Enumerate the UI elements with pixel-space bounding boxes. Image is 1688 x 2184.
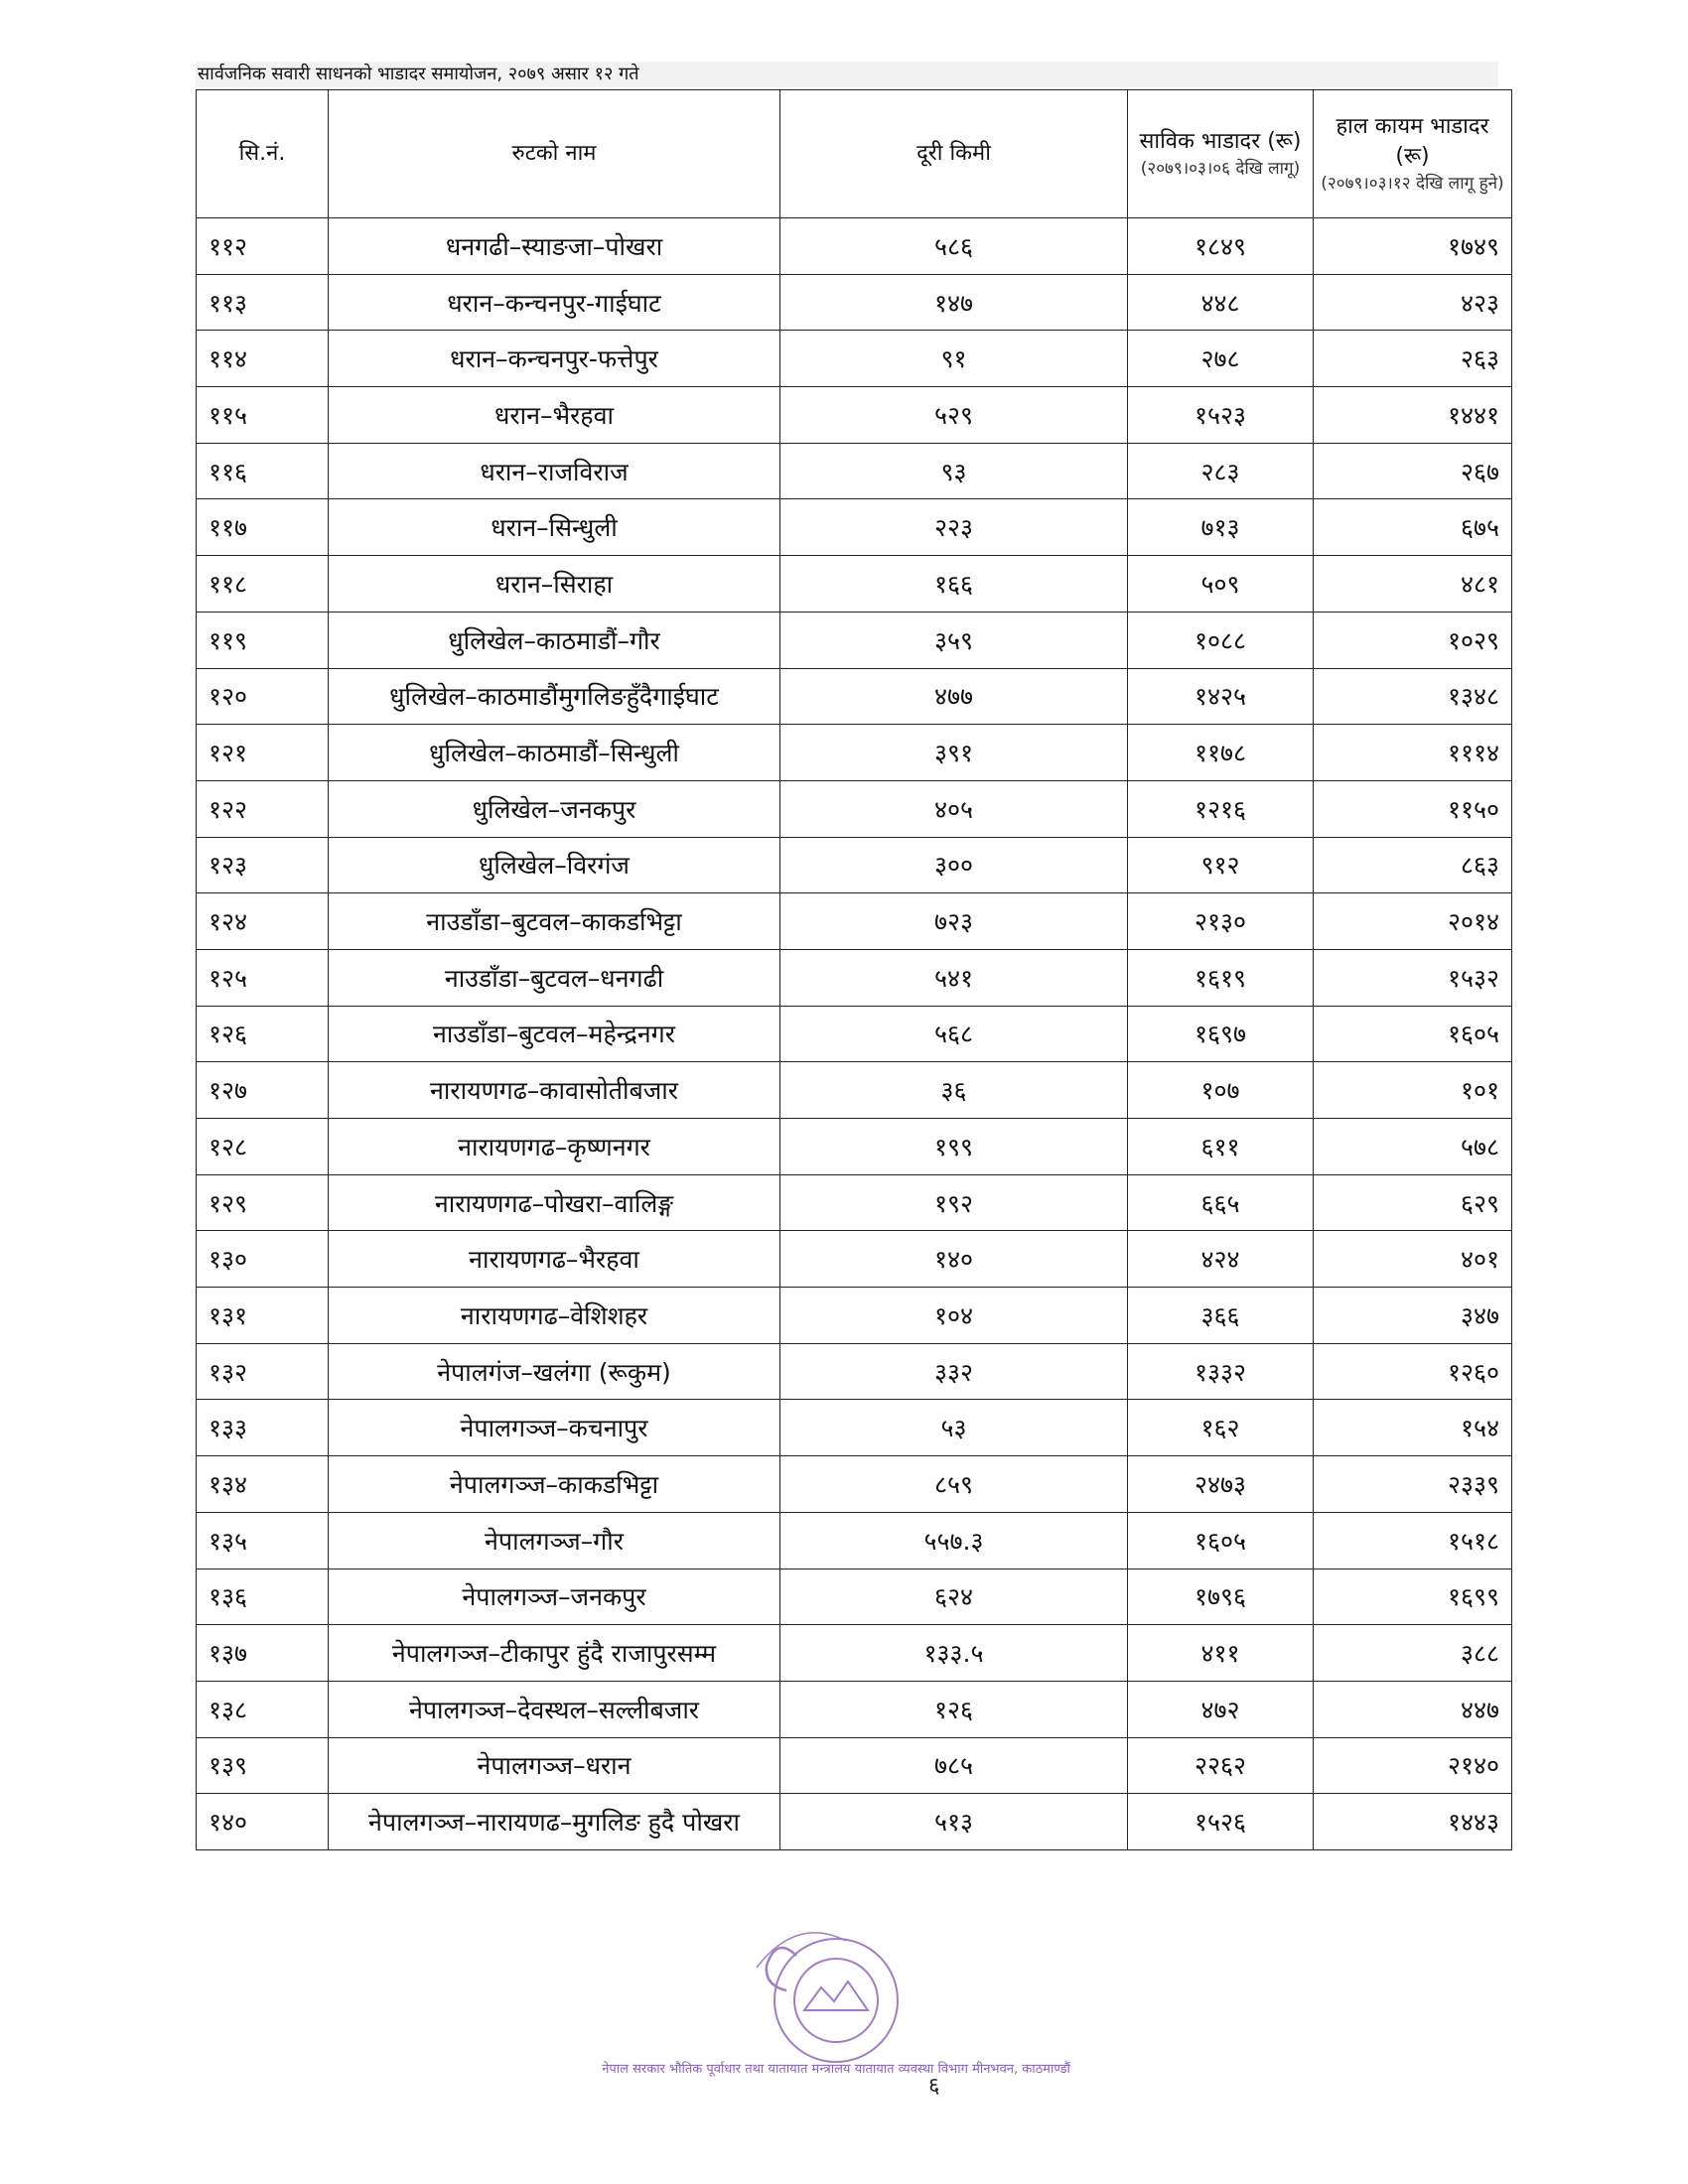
- route-name-cell: धरान–भैरहवा: [329, 387, 780, 444]
- route-name-cell: नेपालगञ्ज–काकडभिट्टा: [329, 1456, 780, 1513]
- serial-number-cell: १२३: [197, 837, 329, 893]
- table-row: [197, 1400, 1512, 1456]
- new-fare-cell: ५७८: [1314, 1119, 1512, 1175]
- serial-number-cell: १२५: [197, 949, 329, 1006]
- distance-cell: ५३: [780, 1400, 1128, 1456]
- serial-number-cell: १३५: [197, 1512, 329, 1569]
- old-fare-cell: १२१६: [1128, 780, 1314, 837]
- serial-number-cell: १३३: [197, 1400, 329, 1456]
- document-header: सार्वजनिक सवारी साधनको भाडादर समायोजन, २०७९ असार १२ गते: [196, 62, 1498, 87]
- route-name-cell: नारायणगढ–भैरहवा: [329, 1231, 780, 1288]
- route-name-cell: नेपालगञ्ज–नारायणढ–मुगलिङ हुदै पोखरा: [329, 1794, 780, 1850]
- new-fare-cell: ३४७: [1314, 1288, 1512, 1344]
- old-fare-cell: २२६२: [1128, 1737, 1314, 1794]
- table-row: [197, 1006, 1512, 1062]
- new-fare-cell: ३८८: [1314, 1625, 1512, 1682]
- old-fare-cell: १०८८: [1128, 612, 1314, 668]
- serial-number-cell: १३९: [197, 1737, 329, 1794]
- distance-cell: ३५९: [780, 612, 1128, 668]
- serial-number-cell: ११९: [197, 612, 329, 668]
- serial-number-cell: ११५: [197, 387, 329, 444]
- new-fare-cell: २०१४: [1314, 893, 1512, 950]
- old-fare-cell: ४४८: [1128, 274, 1314, 331]
- distance-cell: ५१३: [780, 1794, 1128, 1850]
- distance-cell: २२३: [780, 499, 1128, 556]
- new-fare-cell: १२६०: [1314, 1343, 1512, 1400]
- serial-number-cell: ११४: [197, 331, 329, 387]
- route-name-cell: नेपालगञ्ज–देवस्थल–सल्लीबजार: [329, 1681, 780, 1737]
- col-header-distance: दूरी किमी: [780, 90, 1128, 218]
- route-name-cell: धुलिखेल–काठमाडौं–सिन्धुली: [329, 725, 780, 781]
- distance-cell: ९३: [780, 443, 1128, 499]
- table-row: [197, 1737, 1512, 1794]
- old-fare-cell: १६०५: [1128, 1512, 1314, 1569]
- new-fare-cell: १६९९: [1314, 1569, 1512, 1625]
- old-fare-cell: ४७२: [1128, 1681, 1314, 1737]
- table-row: [197, 1343, 1512, 1400]
- route-name-cell: नारायणगढ–पोखरा–वालिङ्ग: [329, 1174, 780, 1231]
- table-row: [197, 1681, 1512, 1737]
- route-name-cell: नारायणगढ–कृष्णनगर: [329, 1119, 780, 1175]
- distance-cell: ४०५: [780, 780, 1128, 837]
- route-name-cell: धुलिखेल–काठमाडौंमुगलिङहुँदैगाईघाट: [329, 668, 780, 725]
- stamp-text: नेपाल सरकार भौतिक पूर्वाधार तथा यातायात मन्त्रालय यातायात व्यवस्था विभाग मीनभवन, काठमाण्डौं: [602, 2062, 1070, 2077]
- new-fare-cell: ६२९: [1314, 1174, 1512, 1231]
- table-row: [197, 274, 1512, 331]
- fare-table: [196, 89, 1512, 1850]
- table-row: [197, 1174, 1512, 1231]
- table-row: [197, 780, 1512, 837]
- old-fare-cell: १७९६: [1128, 1569, 1314, 1625]
- new-fare-title: हाल कायम भाडादर (रू): [1336, 114, 1489, 169]
- old-fare-cell: ९१२: [1128, 837, 1314, 893]
- distance-cell: ३३२: [780, 1343, 1128, 1400]
- new-fare-cell: १५४: [1314, 1400, 1512, 1456]
- new-fare-cell: ४०१: [1314, 1231, 1512, 1288]
- new-fare-cell: १५१८: [1314, 1512, 1512, 1569]
- new-fare-cell: ४४७: [1314, 1681, 1512, 1737]
- serial-number-cell: १२२: [197, 780, 329, 837]
- distance-cell: ६२४: [780, 1569, 1128, 1625]
- distance-cell: १०४: [780, 1288, 1128, 1344]
- old-fare-cell: १५२३: [1128, 387, 1314, 444]
- route-name-cell: नेपालगञ्ज–गौर: [329, 1512, 780, 1569]
- new-fare-cell: १११४: [1314, 725, 1512, 781]
- route-name-cell: धुलिखेल–काठमाडौं–गौर: [329, 612, 780, 668]
- route-name-cell: धुलिखेल–विरगंज: [329, 837, 780, 893]
- distance-cell: ८५९: [780, 1456, 1128, 1513]
- old-fare-cell: ११७८: [1128, 725, 1314, 781]
- route-name-cell: नाउडाँडा–बुटवल–महेन्द्रनगर: [329, 1006, 780, 1062]
- distance-cell: ५८६: [780, 218, 1128, 275]
- distance-cell: ३६: [780, 1062, 1128, 1119]
- old-fare-cell: २१३०: [1128, 893, 1314, 950]
- new-fare-cell: ११५०: [1314, 780, 1512, 837]
- route-name-cell: नाउडाँडा–बुटवल–धनगढी: [329, 949, 780, 1006]
- serial-number-cell: १३२: [197, 1343, 329, 1400]
- route-name-cell: नेपालगञ्ज–कचनापुर: [329, 1400, 780, 1456]
- route-name-cell: धरान–कन्चनपुर-गाईघाट: [329, 274, 780, 331]
- old-fare-cell: २८३: [1128, 443, 1314, 499]
- distance-cell: १६६: [780, 556, 1128, 613]
- old-fare-cell: १६२: [1128, 1400, 1314, 1456]
- new-fare-cell: १६०५: [1314, 1006, 1512, 1062]
- distance-cell: ३००: [780, 837, 1128, 893]
- old-fare-cell: १४२५: [1128, 668, 1314, 725]
- serial-number-cell: १३८: [197, 1681, 329, 1737]
- serial-number-cell: ११२: [197, 218, 329, 275]
- serial-number-cell: १४०: [197, 1794, 329, 1850]
- distance-cell: १२६: [780, 1681, 1128, 1737]
- route-name-cell: नारायणगढ–वेशिशहर: [329, 1288, 780, 1344]
- old-fare-cell: १३३२: [1128, 1343, 1314, 1400]
- serial-number-cell: ११३: [197, 274, 329, 331]
- new-fare-cell: ४८१: [1314, 556, 1512, 613]
- table-row: [197, 499, 1512, 556]
- route-name-cell: धरान–कन्चनपुर-फत्तेपुर: [329, 331, 780, 387]
- table-row: [197, 443, 1512, 499]
- new-fare-cell: २६७: [1314, 443, 1512, 499]
- route-name-cell: धरान–राजविराज: [329, 443, 780, 499]
- old-fare-cell: ६११: [1128, 1119, 1314, 1175]
- serial-number-cell: १३४: [197, 1456, 329, 1513]
- table-row: [197, 331, 1512, 387]
- table-row: [197, 1512, 1512, 1569]
- route-name-cell: धनगढी–स्याङजा–पोखरा: [329, 218, 780, 275]
- serial-number-cell: ११८: [197, 556, 329, 613]
- serial-number-cell: १२८: [197, 1119, 329, 1175]
- table-row: [197, 612, 1512, 668]
- distance-cell: ५६८: [780, 1006, 1128, 1062]
- serial-number-cell: १३०: [197, 1231, 329, 1288]
- table-row: [197, 1288, 1512, 1344]
- new-fare-cell: १५३२: [1314, 949, 1512, 1006]
- table-row: [197, 949, 1512, 1006]
- distance-cell: ५२९: [780, 387, 1128, 444]
- table-row: [197, 893, 1512, 950]
- old-fare-cell: ७१३: [1128, 499, 1314, 556]
- new-fare-cell: १४४३: [1314, 1794, 1512, 1850]
- new-fare-cell: १७४९: [1314, 218, 1512, 275]
- distance-cell: ७८५: [780, 1737, 1128, 1794]
- old-fare-effective-date: (२०७९।०३।०६ देखि लागू): [1140, 159, 1301, 179]
- distance-cell: १९२: [780, 1174, 1128, 1231]
- old-fare-title: साविक भाडादर (रू): [1139, 129, 1302, 154]
- old-fare-cell: ५०९: [1128, 556, 1314, 613]
- serial-number-cell: १२६: [197, 1006, 329, 1062]
- distance-cell: ९१: [780, 331, 1128, 387]
- route-name-cell: नेपालगञ्ज–टीकापुर हुंदै राजापुरसम्म: [329, 1625, 780, 1682]
- office-stamp: [602, 1896, 1070, 2095]
- serial-number-cell: १२४: [197, 893, 329, 950]
- table-header-row: [197, 90, 1512, 218]
- new-fare-cell: १३४८: [1314, 668, 1512, 725]
- old-fare-cell: २७८: [1128, 331, 1314, 387]
- new-fare-cell: ६७५: [1314, 499, 1512, 556]
- distance-cell: ५५७.३: [780, 1512, 1128, 1569]
- table-row: [197, 837, 1512, 893]
- serial-number-cell: १२१: [197, 725, 329, 781]
- route-name-cell: नाउडाँडा–बुटवल–काकडभिट्टा: [329, 893, 780, 950]
- serial-number-cell: १२०: [197, 668, 329, 725]
- new-fare-cell: २६३: [1314, 331, 1512, 387]
- serial-number-cell: १३७: [197, 1625, 329, 1682]
- old-fare-cell: १६१९: [1128, 949, 1314, 1006]
- old-fare-cell: १६९७: [1128, 1006, 1314, 1062]
- new-fare-cell: १४४१: [1314, 387, 1512, 444]
- old-fare-cell: ३६६: [1128, 1288, 1314, 1344]
- col-header-route: रुटको नाम: [329, 90, 780, 218]
- table-row: [197, 1119, 1512, 1175]
- distance-cell: ७२३: [780, 893, 1128, 950]
- distance-cell: ४७७: [780, 668, 1128, 725]
- old-fare-cell: ४२४: [1128, 1231, 1314, 1288]
- distance-cell: ३९१: [780, 725, 1128, 781]
- route-name-cell: धरान–सिराहा: [329, 556, 780, 613]
- new-fare-cell: २१४०: [1314, 1737, 1512, 1794]
- col-header-old-fare: [1128, 90, 1314, 218]
- table-row: [197, 1062, 1512, 1119]
- table-row: [197, 1569, 1512, 1625]
- serial-number-cell: १३१: [197, 1288, 329, 1344]
- table-row: [197, 1794, 1512, 1850]
- col-header-sn: सि.नं.: [197, 90, 329, 218]
- old-fare-cell: ४११: [1128, 1625, 1314, 1682]
- table-row: [197, 725, 1512, 781]
- distance-cell: १४०: [780, 1231, 1128, 1288]
- route-name-cell: नेपालगंज–खलंगा (रूकुम): [329, 1343, 780, 1400]
- route-name-cell: नेपालगञ्ज–जनकपुर: [329, 1569, 780, 1625]
- new-fare-cell: २३३९: [1314, 1456, 1512, 1513]
- table-row: [197, 668, 1512, 725]
- serial-number-cell: १३६: [197, 1569, 329, 1625]
- serial-number-cell: ११६: [197, 443, 329, 499]
- table-row: [197, 387, 1512, 444]
- route-name-cell: धुलिखेल–जनकपुर: [329, 780, 780, 837]
- old-fare-cell: १८४९: [1128, 218, 1314, 275]
- new-fare-cell: १०२९: [1314, 612, 1512, 668]
- table-row: [197, 1625, 1512, 1682]
- serial-number-cell: १२७: [197, 1062, 329, 1119]
- distance-cell: १९९: [780, 1119, 1128, 1175]
- new-fare-cell: १०१: [1314, 1062, 1512, 1119]
- page-number: ६: [928, 2074, 940, 2099]
- old-fare-cell: ६६५: [1128, 1174, 1314, 1231]
- serial-number-cell: ११७: [197, 499, 329, 556]
- distance-cell: ५४१: [780, 949, 1128, 1006]
- route-name-cell: नारायणगढ–कावासोतीबजार: [329, 1062, 780, 1119]
- new-fare-cell: ८६३: [1314, 837, 1512, 893]
- serial-number-cell: १२९: [197, 1174, 329, 1231]
- table-row: [197, 1456, 1512, 1513]
- old-fare-cell: १०७: [1128, 1062, 1314, 1119]
- table-row: [197, 1231, 1512, 1288]
- table-row: [197, 218, 1512, 275]
- table-row: [197, 556, 1512, 613]
- new-fare-cell: ४२३: [1314, 274, 1512, 331]
- route-name-cell: नेपालगञ्ज–धरान: [329, 1737, 780, 1794]
- new-fare-effective-date: (२०७९।०३।१२ देखि लागू हुने): [1321, 174, 1504, 194]
- distance-cell: १३३.५: [780, 1625, 1128, 1682]
- distance-cell: १४७: [780, 274, 1128, 331]
- route-name-cell: धरान–सिन्धुली: [329, 499, 780, 556]
- old-fare-cell: १५२६: [1128, 1794, 1314, 1850]
- col-header-new-fare: [1314, 90, 1512, 218]
- old-fare-cell: २४७३: [1128, 1456, 1314, 1513]
